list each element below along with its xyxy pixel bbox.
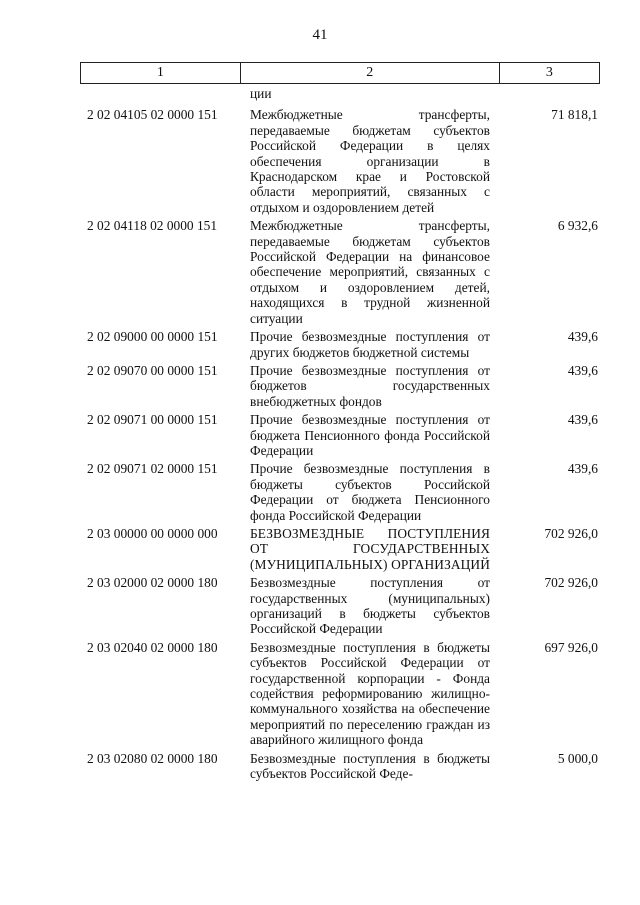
row-name: Прочие безвозмездные поступления от бюджетов государственных внебюджетных фондов <box>250 362 490 409</box>
table-header <box>80 62 600 84</box>
row-code: 2 03 02000 02 0000 180 <box>87 575 218 591</box>
row-name: Безвозмездные поступления от государственных (муниципальных) организаций в бюджеты субъектов Российской Федерации <box>250 575 490 637</box>
row-code: 2 02 09071 00 0000 151 <box>87 412 218 428</box>
row-amount: 439,6 <box>567 461 598 477</box>
row-amount: 6 932,6 <box>557 218 598 234</box>
continuation-text: ции <box>250 86 272 101</box>
row-amount: 697 926,0 <box>544 639 598 655</box>
row-name: Прочие безвозмездные поступления от других бюджетов бюджетной системы <box>250 329 490 360</box>
row-name: Прочие безвозмездные поступления от бюджета Пенсионного фонда Российской Федерации <box>250 412 490 458</box>
row-amount: 71 818,1 <box>551 107 598 123</box>
table-row <box>80 329 600 360</box>
page-number: 41 <box>312 27 328 43</box>
table-row <box>80 218 600 326</box>
row-name: БЕЗВОЗМЕЗДНЫЕ ПОСТУПЛЕНИЯ ОТ ГОСУДАРСТВЕННЫХ (МУНИЦИПАЛЬНЫХ) ОРГАНИЗАЦИЙ <box>250 525 490 572</box>
row-amount: 702 926,0 <box>544 525 598 541</box>
column-header-2: 2 <box>241 63 500 83</box>
row-name: Безвозмездные поступления в бюджеты субъектов Российской Федерации от государственной корпорации - Фонда содействия реформированию жилищно-коммунального хозяйства на обеспечение мероприятий по переселению граждан из аварийного жилищного фонда <box>250 639 490 748</box>
column-header-3: 3 <box>545 65 553 80</box>
row-amount: 702 926,0 <box>544 575 598 591</box>
column-header-1: 1 <box>81 63 241 83</box>
row-code: 2 03 00000 00 0000 000 <box>87 525 218 541</box>
row-code: 2 03 02080 02 0000 180 <box>87 750 218 766</box>
row-code: 2 02 09000 00 0000 151 <box>87 329 218 345</box>
row-code: 2 02 04105 02 0000 151 <box>87 107 218 123</box>
row-amount: 5 000,0 <box>557 750 598 766</box>
table-row <box>80 751 600 782</box>
table-row <box>80 640 600 748</box>
row-code: 2 02 04118 02 0000 151 <box>87 218 218 234</box>
row-name: Межбюджетные трансферты, передаваемые бюджетам субъектов Российской Федерации на финансовое обеспечение мероприятий, связанных с отдыхом и оздоровлением детей, находящихся в трудной жизненной ситуации <box>250 218 490 326</box>
row-code: 2 03 02040 02 0000 180 <box>87 639 218 655</box>
row-code: 2 02 09071 02 0000 151 <box>87 461 218 477</box>
row-name: Межбюджетные трансферты, передаваемые бюджетам субъектов Российской Федерации в целях обеспечения организации в Краснодарском крае и Ростовской области мероприятий, связанных с отдыхом и оздоровлением детей <box>250 107 490 215</box>
table-row <box>80 107 600 215</box>
table-body <box>80 86 600 781</box>
row-name: Безвозмездные поступления в бюджеты субъектов Российской Феде- <box>250 750 490 782</box>
table-row <box>80 461 600 523</box>
row-code: 2 02 09070 00 0000 151 <box>87 362 218 378</box>
table-row <box>80 363 600 409</box>
row-amount: 439,6 <box>567 412 598 428</box>
row-amount: 439,6 <box>567 362 598 378</box>
row-name: Прочие безвозмездные поступления в бюджеты субъектов Российской Федерации от бюджета Пенсионного фонда Российской Федерации <box>250 461 490 523</box>
table-row <box>80 575 600 637</box>
row-amount: 439,6 <box>567 329 598 345</box>
table-row <box>80 526 600 572</box>
table-row <box>80 412 600 458</box>
